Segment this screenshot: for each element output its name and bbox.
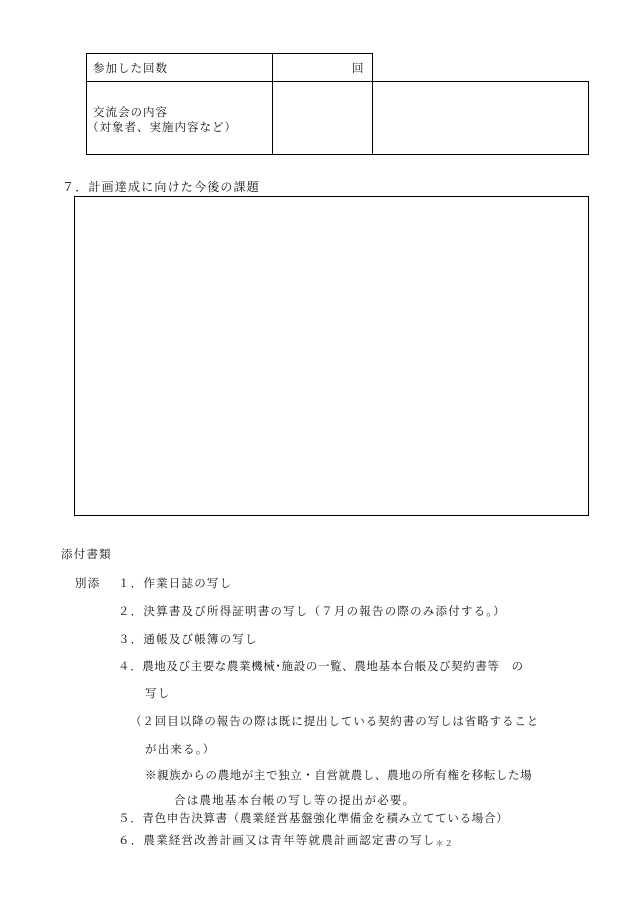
cell-content-value: [272, 81, 373, 155]
attachment-item-4-line1: ４．農地及び主要な農業機械･施設の一覧、農地基本台帳及び契約書等 の: [118, 659, 524, 673]
participation-table: [86, 53, 589, 155]
attachments-title: 添付書類: [61, 547, 112, 561]
attachment-item-4-warn-line1: ※親族からの農地が主で独立・自営就農し、農地の所有権を移転した場: [145, 768, 533, 782]
cell-content-extra: [372, 81, 589, 155]
attachment-item-4-note-line2: が出来る。）: [145, 742, 216, 756]
attachment-item-4-warn-line2: 合は農地基本台帳の写し等の提出が必要。: [174, 793, 416, 807]
count-unit: 回: [352, 61, 365, 75]
section7-heading: ７．計画達成に向けた今後の課題: [62, 180, 261, 194]
count-label: 参加した回数: [93, 61, 168, 75]
attachment-item-6-mark: ＊２: [435, 839, 454, 848]
content-label-line1: 交流会の内容: [93, 105, 168, 119]
attachment-item-5: ５．青色申告決算書（農業経営基盤強化準備金を積み立てている場合）: [118, 811, 509, 825]
attachment-item-6: [118, 832, 454, 849]
content-label-line2: （対象者、実施内容など）: [87, 120, 237, 134]
attachment-item-4-note-line1: （２回目以降の報告の際は既に提出している契約書の写しは省略すること: [130, 714, 540, 728]
attachments-prefix: 別添: [75, 576, 101, 590]
attachment-item-2: ２．決算書及び所得証明書の写し（７月の報告の際のみ添付する。）: [118, 604, 506, 618]
future-issues-box: [74, 196, 589, 516]
attachment-item-1: １．作業日誌の写し: [118, 576, 233, 590]
attachment-item-3: ３．通帳及び帳簿の写し: [118, 632, 258, 646]
attachment-item-6-text: ６．農業経営改善計画又は青年等就農計画認定書の写し: [118, 833, 436, 847]
attachment-item-4-line2: 写し: [145, 686, 171, 700]
